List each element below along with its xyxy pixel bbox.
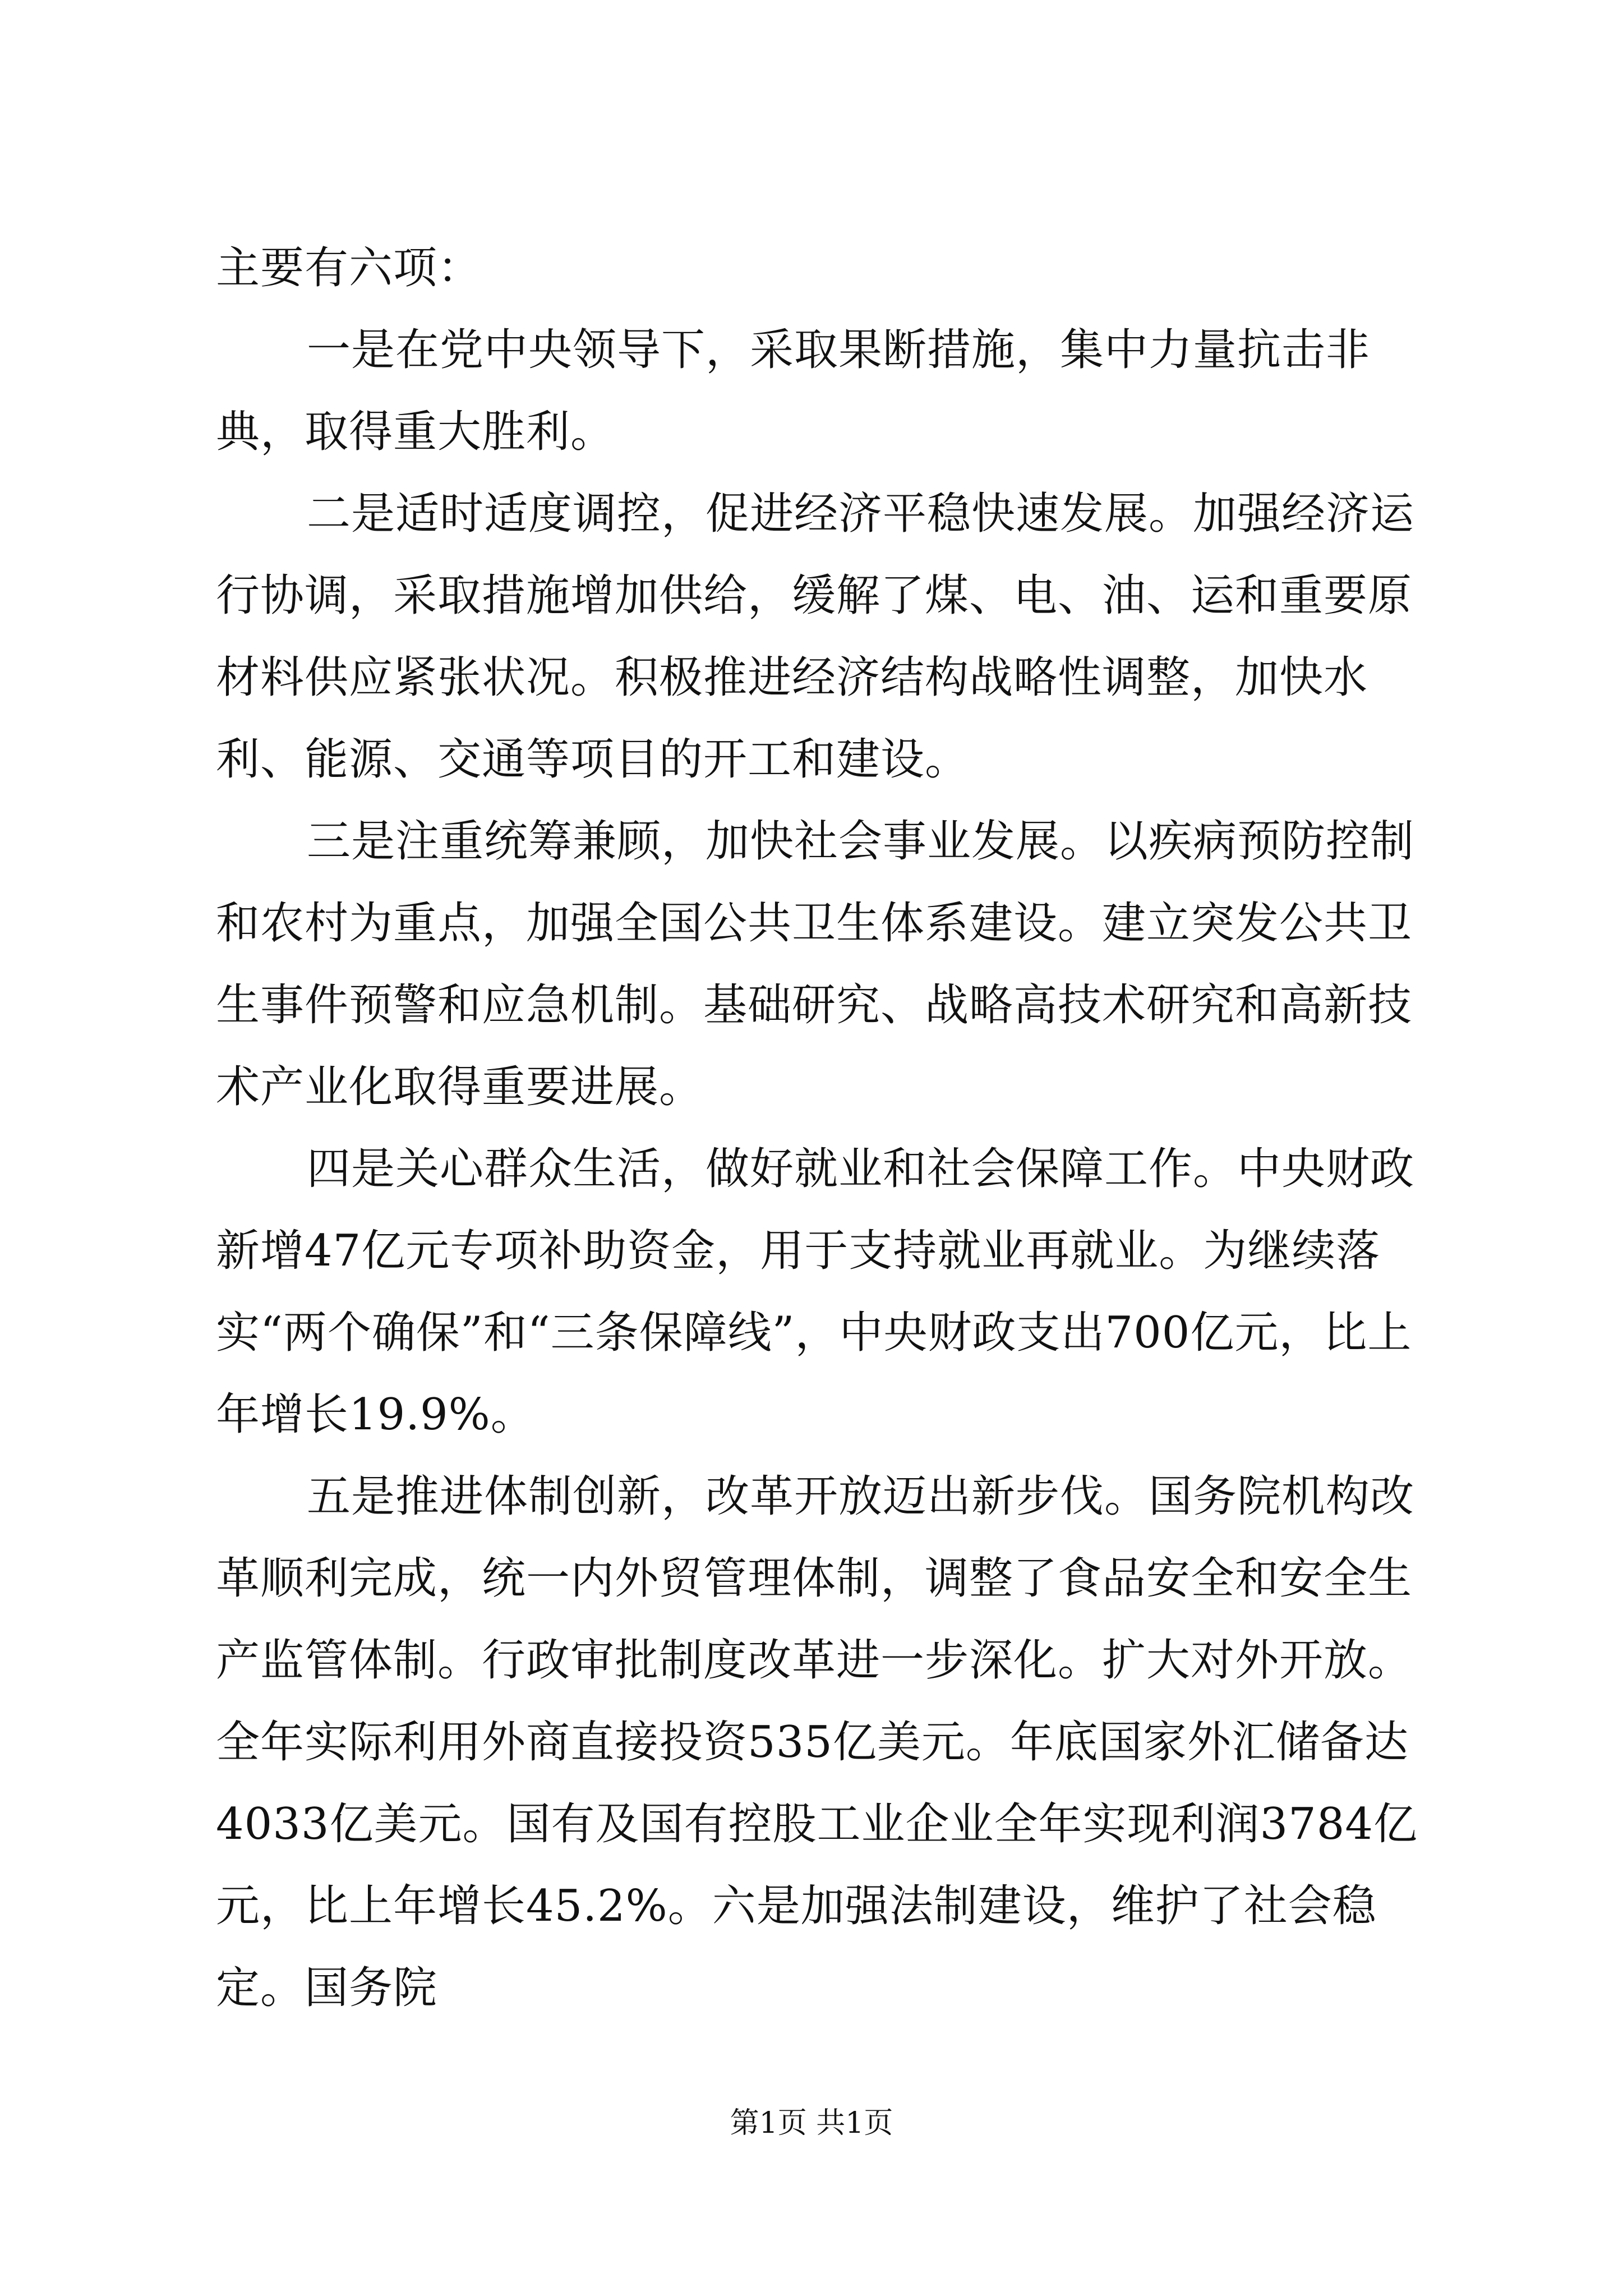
paragraph-intro: 主要有六项：: [216, 243, 482, 293]
paragraph-item-1: 一是在党中央领导下，采取果断措施，集中力量抗击非典，取得重大胜利。: [216, 325, 1371, 457]
document-body: [216, 227, 1422, 2029]
paragraph-item-4: 四是关心群众生活，做好就业和社会保障工作。中央财政新增47亿元专项补助资金，用于支持就业再就业。为继续落实“两个确保”和“三条保障线”，中央财政支出700亿元，比上年增长19.9%。: [216, 1144, 1415, 1440]
paragraph-item-5-6: 五是推进体制创新，改革开放迈出新步伐。国务院机构改革顺利完成，统一内外贸管理体制，调整了食品安全和安全生产监管体制。行政审批制度改革进一步深化。扩大对外开放。全年实际利用外商直接投资535亿美元。年底国家外汇储备达4033亿美元。国有及国有控股工业企业全年实现利润3784亿元，比上年增长45.2%。六是加强法制建设，维护了社会稳定。国务院: [216, 1471, 1418, 2013]
paragraph-item-3: 三是注重统筹兼顾，加快社会事业发展。以疾病预防控制和农村为重点，加强全国公共卫生体系建设。建立突发公共卫生事件预警和应急机制。基础研究、战略高技术研究和高新技术产业化取得重要进展。: [216, 816, 1415, 1112]
page-number-footer: 第1页 共1页: [730, 2106, 893, 2140]
paragraph-item-2: 二是适时适度调控，促进经济平稳快速发展。加强经济运行协调，采取措施增加供给，缓解了煤、电、油、运和重要原材料供应紧张状况。积极推进经济结构战略性调整，加快水利、能源、交通等项目的开工和建设。: [216, 489, 1415, 785]
